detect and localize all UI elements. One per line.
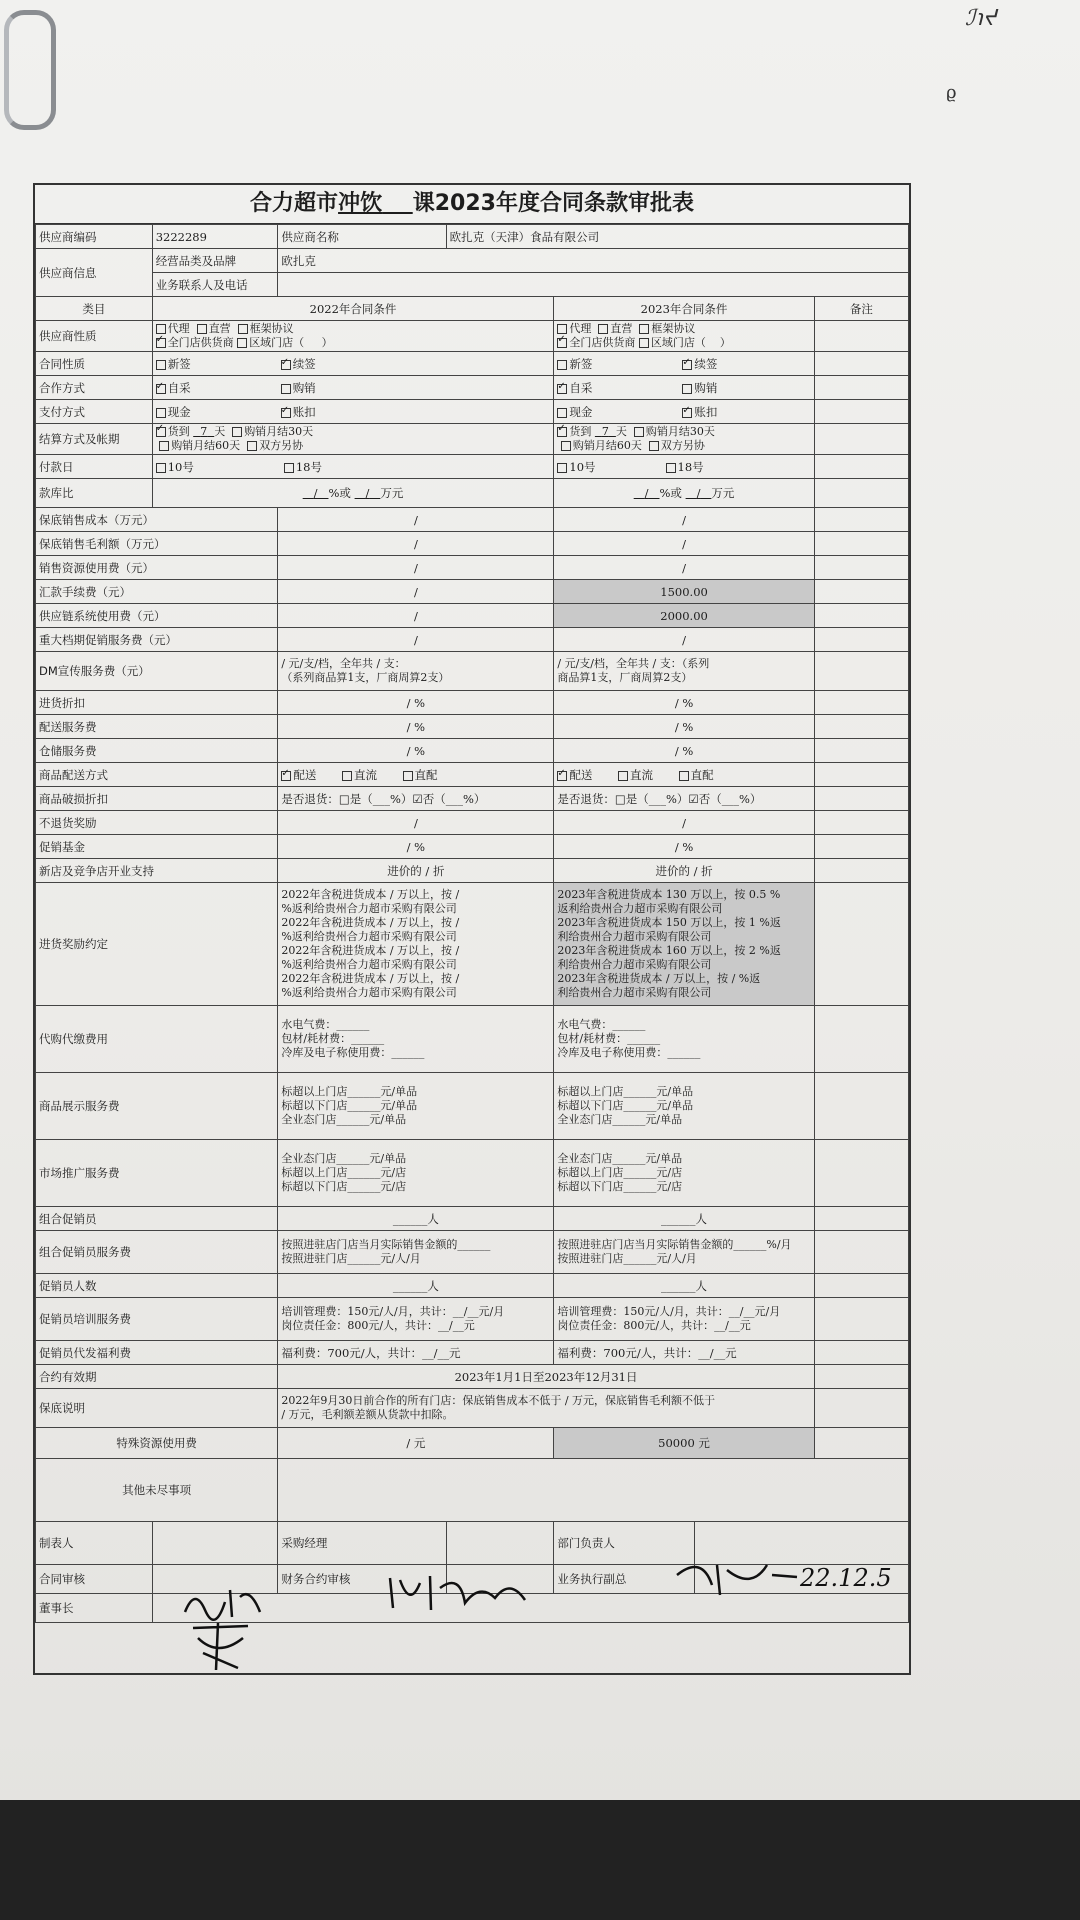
row-category: 供应商信息 经营品类及品牌 欧扎克	[36, 249, 909, 273]
dept-head-signature	[672, 1555, 802, 1600]
background-surface	[0, 1800, 1080, 1920]
row-supplier-code: 供应商编码 3222289 供应商名称 欧扎克（天津）食品有限公司	[36, 225, 909, 249]
rebate-line: 利给贵州合力超市采购有限公司	[557, 930, 712, 943]
row-sign-3: 董事长	[36, 1594, 909, 1623]
rebate-line: 2022年含税进货成本 / 万以上，按 /	[281, 944, 460, 957]
corner-handwriting: ℐ℩ᔪ	[965, 6, 997, 31]
rebate-line: %返利给贵州合力超市采购有限公司	[281, 930, 457, 943]
row-noreturn: 不退货奖励 / /	[36, 811, 909, 835]
row-promo-count: 促销员人数 ______人 ______人	[36, 1274, 909, 1298]
row-validity: 合约有效期 2023年1月1日至2023年12月31日	[36, 1365, 909, 1389]
row-min-margin: 保底销售毛利额（万元） / /	[36, 532, 909, 556]
row-sign-2: 合同审核 财务合约审核 业务执行副总	[36, 1565, 909, 1594]
row-stock-ratio: 款库比 / %或 / 万元 / %或 / 万元	[36, 479, 909, 508]
row-remit: 汇款手续费（元） / 1500.00	[36, 580, 909, 604]
rebate-line: 2022年含税进货成本 / 万以上，按 /	[281, 972, 460, 985]
row-sales-res: 销售资源使用费（元） / /	[36, 556, 909, 580]
rebate-line: %返利给贵州合力超市采购有限公司	[281, 958, 457, 971]
row-payday: 付款日 10号 18号 10号 18号	[36, 455, 909, 479]
row-guarantee: 保底说明 2022年9月30日前合作的所有门店：保底销售成本不低于 / 万元，保底销售毛利额不低于 / 万元，毛利额差额从货款中扣除。	[36, 1389, 909, 1428]
row-group-promo-fee: 组合促销员服务费 按照进驻店门店当月实际销售金额的______ 按照进驻门店______元/人/月 按照进驻店门店当月实际销售金额的______%/月 按照进驻门店______元/人/月	[36, 1231, 909, 1274]
row-contact: 业务联系人及电话	[36, 273, 909, 297]
row-pay: 支付方式 现金✓ 账扣 现金✓ 账扣	[36, 400, 909, 424]
rebate-line: 2023年含税进货成本 / 万以上，按 / %返	[557, 972, 761, 985]
row-special: 特殊资源使用费 / 元 50000 元	[36, 1428, 909, 1459]
rebate-line: 2023年含税进货成本 130 万以上，按 0.5 %	[557, 888, 781, 901]
row-welfare: 促销员代发福利费 福利费：700元/人，共计：__/__元 福利费：700元/人，共计：__/__元	[36, 1341, 909, 1365]
row-contract: 合同性质 新签✓ 续签 新签✓ 续签	[36, 352, 909, 376]
buyer-manager-signature	[385, 1568, 545, 1613]
row-headers: 类目 2022年合同条件 2023年合同条件 备注	[36, 297, 909, 321]
row-group-promo: 组合促销员 ______人 ______人	[36, 1207, 909, 1231]
row-nature: 供应商性质 代理 直营 框架协议 ✓全门店供货商 区域门店（ ） 代理 直营 框架协议 ✓全门店供货商 区域门店（ ）	[36, 321, 909, 352]
row-damage: 商品破损折扣 是否退货：□是（___%）☑否（___%） 是否退货：□是（___%）☑否（___%）	[36, 787, 909, 811]
rebate-line: 利给贵州合力超市采购有限公司	[557, 986, 712, 999]
row-promo-fund: 促销基金 / % / %	[36, 835, 909, 859]
row-storage-fee: 仓储服务费 / % / %	[36, 739, 909, 763]
row-coop: 合作方式 ✓ 自采 购销 ✓ 自采 购销	[36, 376, 909, 400]
margin-mark: ϱ	[946, 82, 957, 103]
row-scm: 供应链系统使用费（元） / 2000.00	[36, 604, 909, 628]
row-agent-fee: 代购代缴费用 水电气费：______ 包材/耗材费：______ 冷库及电子称使用费：______ 水电气费：______ 包材/耗材费：______ 冷库及电子称使用费：______	[36, 1006, 909, 1073]
rebate-line: 2022年含税进货成本 / 万以上，按 /	[281, 888, 460, 901]
row-new-store: 新店及竞争店开业支持 进价的 / 折 进价的 / 折	[36, 859, 909, 883]
rebate-line: 利给贵州合力超市采购有限公司	[557, 958, 712, 971]
row-train-fee: 促销员培训服务费 培训管理费：150元/人/月，共计：__/__元/月 岗位责任金：800元/人，共计：__/__元 培训管理费：150元/人/月，共计：__/__元/月 岗位责任金：800元/人，共计：__/__元	[36, 1298, 909, 1341]
row-min-cost: 保底销售成本（万元） / /	[36, 508, 909, 532]
approval-form	[33, 183, 911, 1675]
row-purchase-disc: 进货折扣 / % / %	[36, 691, 909, 715]
rebate-line: %返利给贵州合力超市采购有限公司	[281, 986, 457, 999]
row-rebate: 进货奖励约定 2022年含税进货成本 / 万以上，按 / %返利给贵州合力超市采购有限公司 2022年含税进货成本 / 万以上，按 / %返利给贵州合力超市采购有限公司 2022年含税进货成本 / 万以上，按 / %返利给贵州合力超市采购有限公司 2022年含税进货成本 / 万以上，按 / %返利给贵州合力超市采购有限公司 2023年含税进货成本 130 万以上，按 0.5 % 返利给贵州合力超市采购有限公司 2023年含税进货成本 150 万以上，按 1 %返 利给贵州合力超市采购有限公司 2023年含税进货成本 160 万以上，按 2 %返 利给贵州合力超市采购有限公司 2023年含税进货成本 / 万以上，按 / %返 利给贵州合力超市采购有限公司	[36, 883, 909, 1006]
row-delivery-fee: 配送服务费 / % / %	[36, 715, 909, 739]
form-title: 合力超市冲饮 课2023年度合同条款审批表	[35, 185, 909, 224]
rebate-line: 2022年含税进货成本 / 万以上，按 /	[281, 916, 460, 929]
rebate-line: 2023年含税进货成本 150 万以上，按 1 %返	[557, 916, 781, 929]
paper-clip	[4, 10, 56, 130]
row-major-promo: 重大档期促销服务费（元） / /	[36, 628, 909, 652]
row-display-fee: 商品展示服务费 标超以上门店______元/单品 标超以下门店______元/单品 全业态门店______元/单品 标超以上门店______元/单品 标超以下门店______元/单品 全业态门店______元/单品	[36, 1073, 909, 1140]
rebate-line: 返利给贵州合力超市采购有限公司	[557, 902, 723, 915]
row-market-fee: 市场推广服务费 全业态门店______元/单品 标超以上门店______元/店 标超以下门店______元/店 全业态门店______元/单品 标超以上门店______元/店 标超以下门店______元/店	[36, 1140, 909, 1207]
row-delivery-mode: 商品配送方式 ✓ 配送 直流 直配 ✓ 配送 直流 直配	[36, 763, 909, 787]
row-dm: DM宣传服务费（元） / 元/支/档，全年共 / 支： （系列商品算1支，厂商周算2支） / 元/支/档，全年共 / 支：（系列 商品算1支，厂商周算2支）	[36, 652, 909, 691]
row-settle: 结算方式及帐期 ✓货到 7 天 购销月结30天 购销月结60天 双方另协 ✓货到 7 天 购销月结30天 购销月结60天 双方另协	[36, 424, 909, 455]
sign-date: 22.12.5	[800, 1564, 892, 1592]
audit-signature	[188, 1618, 258, 1673]
form-table	[35, 224, 909, 1623]
row-sign-1: 制表人 采购经理 部门负责人	[36, 1522, 909, 1565]
rebate-line: %返利给贵州合力超市采购有限公司	[281, 902, 457, 915]
row-other: 其他未尽事项	[36, 1459, 909, 1522]
rebate-line: 2023年含税进货成本 160 万以上，按 2 %返	[557, 944, 781, 957]
maker-signature	[180, 1582, 270, 1622]
